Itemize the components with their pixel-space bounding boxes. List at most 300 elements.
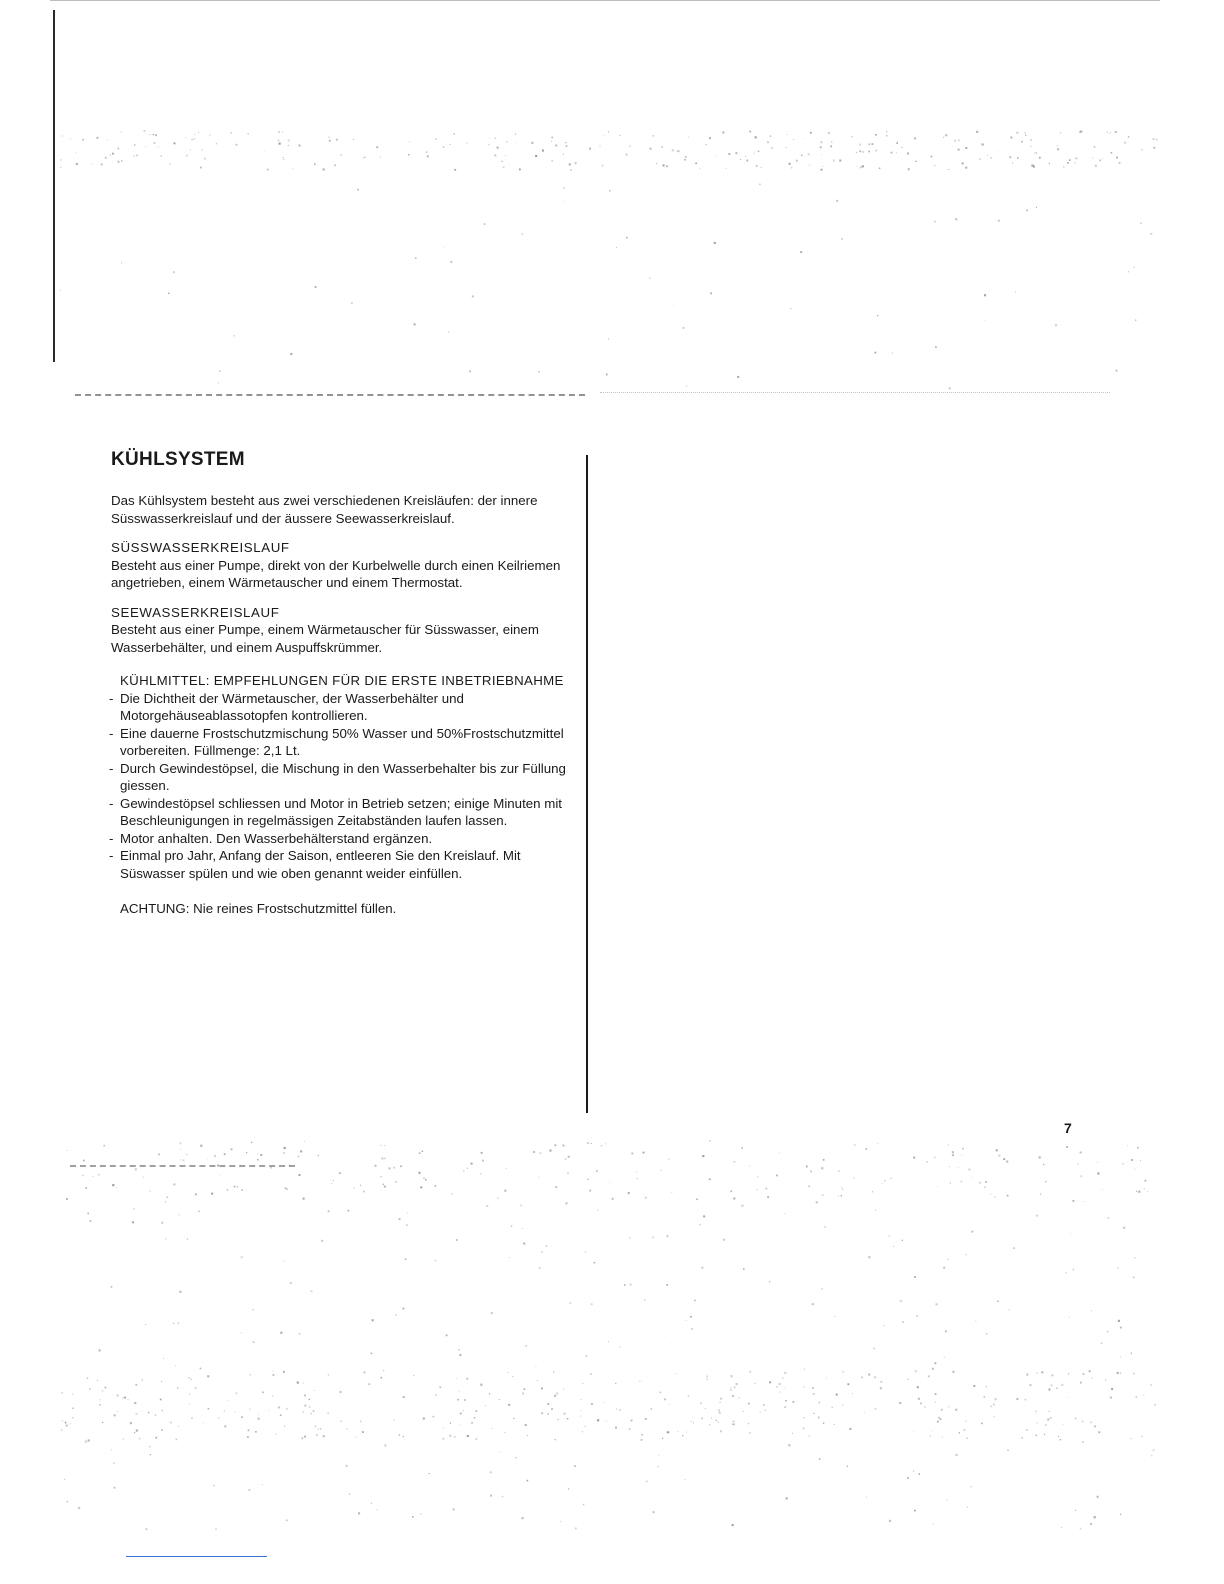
noise-dot	[761, 167, 762, 168]
noise-dot	[580, 1411, 581, 1412]
noise-dot	[236, 1186, 238, 1188]
noise-dot	[155, 1414, 156, 1415]
noise-dot	[675, 1374, 676, 1375]
noise-dot	[349, 1494, 350, 1495]
noise-dot	[1140, 1160, 1141, 1161]
noise-dot	[154, 142, 156, 144]
noise-dot	[1012, 163, 1013, 164]
noise-dot	[433, 1416, 435, 1418]
noise-dot	[1091, 1310, 1092, 1311]
noise-dot	[303, 1198, 305, 1200]
noise-dot	[696, 1199, 698, 1201]
noise-dot	[1083, 1201, 1084, 1202]
noise-dot	[124, 1397, 126, 1399]
noise-dot	[1026, 1429, 1027, 1430]
noise-dot	[200, 1368, 202, 1370]
noise-dot	[253, 1341, 255, 1343]
noise-dot	[608, 131, 609, 132]
noise-dot	[190, 150, 191, 151]
noise-dot	[163, 1358, 164, 1359]
noise-dot	[958, 140, 959, 141]
noise-dot	[810, 132, 812, 134]
noise-dot	[841, 1187, 842, 1188]
noise-dot	[886, 135, 887, 136]
noise-dot	[1025, 132, 1026, 133]
noise-dot	[694, 1300, 696, 1302]
noise-dot	[961, 1155, 962, 1156]
noise-dot	[743, 1411, 744, 1412]
noise-dot	[854, 1145, 855, 1146]
noise-dot	[686, 1320, 687, 1321]
noise-dot	[247, 1436, 249, 1438]
noise-dot	[1080, 1528, 1082, 1530]
noise-dot	[958, 1167, 959, 1168]
noise-dot	[522, 1228, 523, 1229]
noise-dot	[85, 1441, 87, 1443]
noise-dot	[1015, 292, 1016, 293]
noise-dot	[730, 1191, 732, 1193]
noise-dot	[580, 1415, 581, 1416]
noise-dot	[497, 147, 498, 148]
noise-dot	[930, 1436, 931, 1437]
noise-dot	[155, 1437, 157, 1439]
noise-dot	[962, 1148, 964, 1150]
noise-dot	[671, 1192, 672, 1193]
noise-dot	[758, 151, 760, 153]
noise-dot	[304, 1395, 306, 1397]
noise-dot	[554, 1395, 556, 1397]
noise-dot	[175, 1366, 176, 1367]
noise-dot	[809, 1186, 810, 1187]
noise-dot	[943, 137, 944, 138]
noise-dot	[358, 1512, 360, 1514]
noise-dot	[1131, 1159, 1133, 1161]
noise-dot	[121, 132, 122, 133]
noise-dot	[873, 1348, 875, 1350]
noise-dot	[986, 1333, 987, 1334]
step-text: Motor anhalten. Den Wasserbehälterstand ergänzen.	[120, 830, 433, 846]
noise-dot	[812, 1387, 814, 1389]
noise-dot	[856, 152, 857, 153]
noise-dot	[339, 1391, 341, 1393]
noise-dot	[537, 1380, 538, 1381]
noise-dot	[563, 187, 565, 189]
noise-dot	[706, 144, 707, 145]
noise-dot	[323, 1435, 325, 1437]
noise-dot	[113, 1462, 115, 1464]
noise-dot	[651, 1408, 653, 1410]
noise-dot	[471, 1422, 473, 1424]
noise-dot	[467, 1168, 468, 1169]
noise-dot	[83, 1160, 85, 1162]
noise-dot	[216, 143, 218, 145]
noise-dot	[1039, 1156, 1041, 1158]
noise-dot	[330, 1179, 331, 1180]
noise-dot	[520, 1205, 521, 1206]
noise-dot	[880, 1387, 882, 1389]
noise-dot	[323, 168, 325, 170]
noise-dot	[408, 154, 410, 156]
noise-dot	[161, 1381, 162, 1382]
noise-dot	[523, 1243, 525, 1245]
list-item	[111, 760, 576, 795]
noise-dot	[250, 1374, 252, 1376]
noise-dot	[1151, 1455, 1153, 1457]
noise-dot	[786, 1497, 788, 1499]
noise-dot	[939, 1418, 941, 1420]
noise-dot	[354, 1187, 355, 1188]
noise-dot	[466, 1378, 468, 1380]
noise-dot	[258, 1414, 259, 1415]
noise-dot	[1127, 1145, 1128, 1146]
noise-dot	[72, 1394, 73, 1395]
noise-dot	[413, 1375, 414, 1376]
noise-dot	[158, 147, 159, 148]
noise-dot	[502, 161, 503, 162]
noise-dot	[385, 1445, 387, 1447]
noise-dot	[236, 144, 238, 146]
noise-dot	[667, 1431, 669, 1433]
noise-dot	[668, 1159, 669, 1160]
noise-dot	[1080, 131, 1082, 133]
noise-dot	[732, 1395, 733, 1396]
noise-dot	[371, 1353, 373, 1355]
step-text: Gewindestöpsel schliessen und Motor in Betrieb setzen; einige Minuten mit Beschleunigungen in regelmässigen Zeitabständen laufen lassen.	[120, 795, 562, 828]
dash-bullet: -	[109, 830, 114, 846]
noise-dot	[315, 286, 317, 288]
noise-dot	[280, 1332, 282, 1334]
noise-dot	[1118, 1320, 1120, 1322]
noise-dot	[947, 1500, 948, 1501]
noise-dot	[660, 1170, 661, 1171]
noise-dot	[896, 142, 898, 144]
noise-dot	[412, 1516, 414, 1518]
noise-dot	[1144, 1395, 1145, 1396]
noise-dot	[384, 1158, 385, 1159]
noise-dot	[821, 169, 823, 171]
noise-dot	[720, 1398, 722, 1400]
noise-dot	[278, 131, 280, 133]
noise-dot	[188, 1377, 189, 1378]
noise-dot	[300, 1150, 302, 1152]
noise-dot	[822, 1195, 823, 1196]
noise-dot	[585, 1355, 587, 1357]
noise-dot	[653, 135, 655, 137]
noise-dot	[112, 153, 114, 155]
noise-dot	[282, 131, 283, 132]
noise-dot	[866, 1148, 868, 1150]
noise-dot	[839, 160, 841, 162]
noise-dot	[645, 1418, 647, 1420]
noise-dot	[568, 1156, 570, 1158]
noise-dot	[880, 1381, 882, 1383]
noise-dot	[741, 1147, 743, 1149]
list-item	[111, 795, 576, 830]
noise-dot	[255, 1431, 257, 1433]
noise-dot	[347, 1428, 348, 1429]
noise-dot	[956, 1454, 958, 1456]
noise-dot	[823, 1159, 825, 1161]
noise-dot	[1090, 1523, 1092, 1525]
noise-dot	[555, 1439, 556, 1440]
noise-dot	[1153, 138, 1155, 140]
noise-dot	[686, 386, 687, 387]
noise-dot	[836, 1394, 838, 1396]
noise-dot	[435, 1185, 437, 1187]
noise-dot	[311, 1290, 313, 1292]
noise-dot	[82, 1175, 84, 1177]
noise-dot	[907, 1379, 908, 1380]
noise-dot	[227, 1189, 228, 1190]
noise-dot	[535, 155, 537, 157]
noise-dot	[853, 1177, 854, 1178]
noise-dot	[1122, 1163, 1124, 1165]
noise-dot	[563, 1145, 565, 1147]
noise-dot	[643, 1152, 645, 1154]
noise-dot	[195, 1387, 197, 1389]
noise-dot	[968, 1169, 970, 1171]
noise-dot	[1007, 1450, 1008, 1451]
noise-dot	[650, 148, 652, 150]
noise-dot	[1120, 1356, 1121, 1357]
noise-dot	[202, 149, 204, 151]
noise-dot	[527, 1480, 529, 1482]
noise-dot	[249, 1409, 250, 1410]
noise-dot	[288, 145, 289, 146]
noise-dot	[791, 167, 793, 169]
noise-dot	[776, 1175, 778, 1177]
noise-dot	[353, 139, 354, 140]
noise-dot	[779, 1383, 781, 1385]
noise-dot	[732, 1424, 733, 1425]
noise-dot	[1003, 1158, 1005, 1160]
noise-dot	[450, 261, 452, 263]
noise-dot	[551, 160, 553, 162]
noise-dot	[609, 190, 611, 192]
noise-dot	[284, 1147, 286, 1149]
noise-dot	[509, 1257, 510, 1258]
noise-dot	[847, 1383, 849, 1385]
noise-dot	[72, 1408, 74, 1410]
noise-dot	[1120, 1373, 1121, 1374]
noise-dot	[1153, 1449, 1155, 1451]
noise-dot	[749, 131, 751, 133]
noise-dot	[699, 1224, 700, 1225]
noise-dot	[173, 271, 175, 273]
noise-dot	[896, 152, 897, 153]
noise-dot	[192, 139, 193, 140]
noise-dot	[155, 134, 157, 136]
noise-dot	[1109, 133, 1110, 134]
noise-dot	[585, 1426, 586, 1427]
noise-dot	[383, 1370, 384, 1371]
noise-dot	[733, 1424, 735, 1426]
noise-dot	[646, 1480, 648, 1482]
noise-dot	[756, 165, 758, 167]
scan-bottom-line	[126, 1556, 267, 1557]
noise-dot	[719, 1412, 721, 1414]
noise-dot	[998, 1155, 1000, 1157]
noise-dot	[831, 141, 832, 142]
noise-dot	[136, 1430, 138, 1432]
noise-dot	[619, 1409, 620, 1410]
noise-dot	[688, 1395, 689, 1396]
noise-dot	[531, 142, 533, 144]
noise-dot	[246, 1152, 247, 1153]
noise-dot	[393, 1167, 395, 1169]
noise-dot	[1147, 1191, 1148, 1192]
noise-dot	[1094, 1426, 1096, 1428]
noise-dot	[371, 1503, 372, 1504]
noise-dot	[270, 1167, 272, 1169]
noise-dot	[582, 1431, 584, 1433]
noise-dot	[160, 1399, 162, 1401]
noise-dot	[567, 1418, 568, 1419]
noise-dot	[868, 1256, 870, 1258]
noise-dot	[150, 134, 151, 135]
noise-dot	[966, 1438, 967, 1439]
noise-dot	[808, 153, 810, 155]
noise-dot	[315, 1425, 317, 1427]
noise-dot	[718, 1422, 719, 1423]
noise-dot	[87, 1378, 89, 1380]
noise-dot	[148, 1412, 150, 1414]
noise-dot	[915, 1370, 917, 1372]
noise-dot	[328, 1374, 329, 1375]
noise-dot	[553, 1372, 554, 1373]
noise-dot	[952, 1371, 954, 1373]
noise-dot	[450, 1423, 451, 1424]
noise-dot	[469, 371, 471, 373]
noise-dot	[302, 1411, 304, 1413]
noise-dot	[563, 1389, 564, 1390]
noise-dot	[685, 156, 687, 158]
noise-dot	[1049, 163, 1050, 164]
noise-dot	[283, 1371, 285, 1373]
dash-bullet: -	[109, 725, 114, 741]
noise-dot	[153, 134, 154, 135]
noise-dot	[714, 242, 716, 244]
noise-dot	[856, 166, 857, 167]
noise-dot	[425, 1179, 427, 1181]
noise-dot	[591, 1143, 592, 1144]
noise-dot	[1044, 1434, 1045, 1435]
noise-dot	[1097, 1162, 1098, 1163]
noise-dot	[490, 1495, 492, 1497]
noise-dot	[364, 157, 365, 158]
noise-dot	[937, 1186, 938, 1187]
noise-dot	[1037, 1423, 1038, 1424]
noise-dot	[66, 1198, 68, 1200]
dash-bullet: -	[109, 795, 114, 811]
noise-dot	[1065, 1272, 1066, 1273]
noise-dot	[395, 1181, 397, 1183]
noise-dot	[548, 1403, 550, 1405]
noise-dot	[765, 1188, 767, 1190]
noise-dot	[150, 1454, 151, 1455]
noise-dot	[459, 1349, 460, 1350]
noise-dot	[383, 1184, 385, 1186]
noise-dot	[891, 152, 893, 154]
noise-dot	[604, 1402, 605, 1403]
main-content	[111, 448, 576, 918]
noise-dot	[749, 1166, 750, 1167]
noise-dot	[619, 1347, 620, 1348]
noise-dot	[195, 1193, 197, 1195]
noise-dot	[105, 1387, 107, 1389]
noise-dot	[482, 1160, 484, 1162]
noise-dot	[889, 1520, 891, 1522]
noise-dot	[89, 1388, 90, 1389]
noise-dot	[628, 1192, 630, 1194]
noise-dot	[1105, 1379, 1106, 1380]
noise-dot	[1057, 145, 1058, 146]
noise-dot	[993, 1404, 995, 1406]
noise-dot	[861, 1377, 863, 1379]
noise-dot	[785, 1400, 787, 1402]
noise-dot	[994, 1196, 995, 1197]
noise-dot	[931, 156, 933, 158]
noise-dot	[500, 1451, 501, 1452]
noise-dot	[589, 148, 591, 150]
noise-dot	[376, 146, 378, 148]
noise-dot	[346, 1465, 348, 1467]
noise-dot	[1124, 142, 1126, 144]
column-divider	[586, 455, 588, 1113]
noise-dot	[99, 1404, 101, 1406]
noise-dot	[150, 1191, 151, 1192]
noise-dot	[452, 1193, 453, 1194]
noise-dot	[570, 169, 571, 170]
noise-dot	[460, 1424, 461, 1425]
noise-dot	[165, 1201, 166, 1202]
noise-dot	[123, 1397, 125, 1399]
noise-dot	[907, 153, 909, 155]
noise-dot	[1079, 131, 1081, 133]
noise-dot	[892, 353, 893, 354]
noise-dot	[932, 1368, 934, 1370]
noise-dot	[706, 1376, 708, 1378]
noise-dot	[926, 1161, 928, 1163]
noise-dot	[1076, 158, 1078, 160]
noise-dot	[935, 346, 937, 348]
noise-dot	[757, 1189, 758, 1190]
noise-dot	[645, 1197, 647, 1199]
noise-dot	[1116, 157, 1118, 159]
noise-dot	[1051, 1384, 1053, 1386]
noise-dot	[884, 1325, 885, 1326]
noise-dot	[669, 1404, 670, 1405]
noise-dot	[321, 1240, 323, 1242]
noise-dot	[362, 1431, 364, 1433]
noise-dot	[583, 1504, 585, 1506]
noise-dot	[299, 1333, 301, 1335]
noise-dot	[492, 1428, 493, 1429]
noise-dot	[948, 169, 949, 170]
noise-dot	[753, 153, 754, 154]
noise-dot	[87, 1213, 89, 1215]
noise-dot	[418, 1172, 420, 1174]
noise-dot	[734, 1161, 736, 1163]
noise-dot	[502, 1496, 504, 1498]
noise-dot	[642, 1434, 643, 1435]
noise-dot	[819, 1458, 820, 1459]
noise-dot	[860, 166, 862, 168]
noise-dot	[1075, 1510, 1076, 1511]
noise-dot	[162, 1410, 163, 1411]
noise-dot	[1141, 1436, 1143, 1438]
noise-dot	[491, 1312, 493, 1314]
